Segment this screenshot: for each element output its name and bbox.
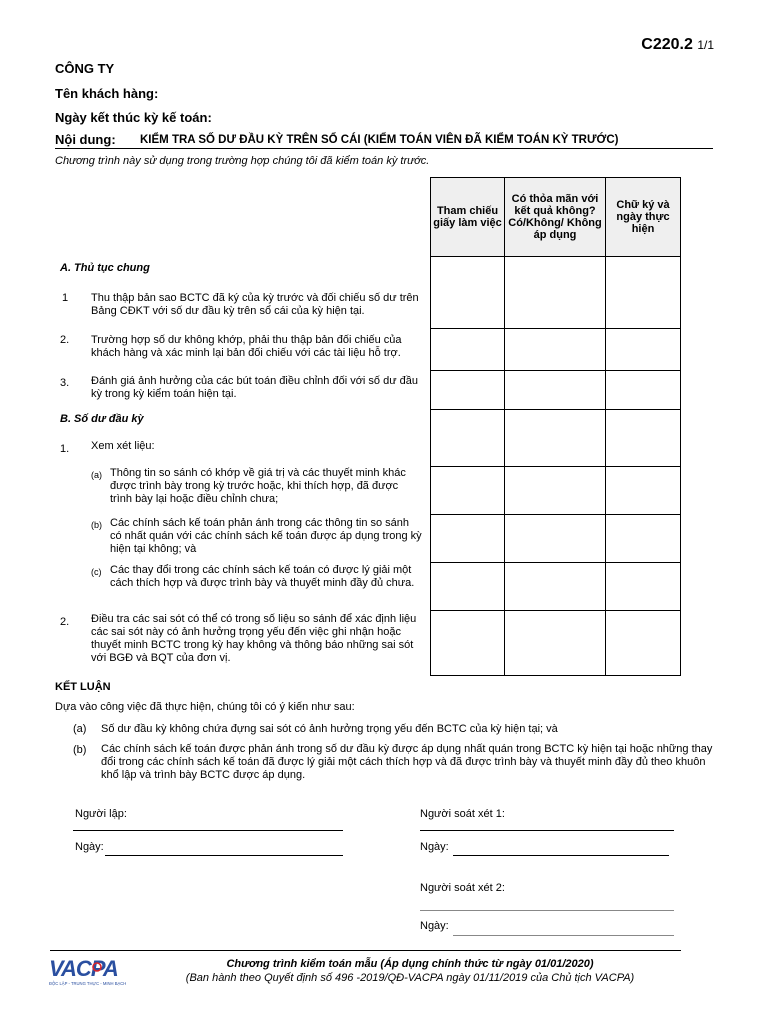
section-a-heading: A. Thủ tục chung — [60, 262, 150, 274]
content-label: Nội dung: — [55, 132, 116, 147]
table-cell[interactable] — [505, 515, 606, 563]
footer-title: Chương trình kiểm toán mẫu (Áp dụng chính thức từ ngày 01/01/2020) — [226, 958, 594, 970]
item-number: 2. — [60, 616, 70, 628]
col-satisfied: Có thỏa mãn với kết quả không? Có/Không/ Không áp dụng — [505, 178, 606, 257]
conclusion-a-label: (a) — [73, 723, 87, 735]
table-cell[interactable] — [606, 257, 681, 329]
col-signature-date: Chữ ký và ngày thực hiện — [606, 178, 681, 257]
procedure-b1c: Các thay đổi trong các chính sách kế toán có được lý giải một cách thích hợp và được trình bày và thuyết minh đầy đủ chưa. — [110, 564, 415, 589]
table-cell[interactable] — [431, 257, 505, 329]
footer-divider — [50, 950, 681, 951]
conclusion-heading: KẾT LUẬN — [55, 681, 111, 693]
procedure-b2: Điều tra các sai sót có thể có trong số liệu so sánh để xác định liệu các sai sót này có ảnh hưởng trọng yếu đến việc ghi nhận hoặc thuyết minh BCTC trong kỳ hay không và thông báo những sai sót với BGĐ và BQT của đơn vị. — [91, 613, 417, 664]
reviewer1-signature-line[interactable] — [420, 830, 674, 831]
table-cell[interactable] — [431, 467, 505, 515]
table-cell[interactable] — [505, 371, 606, 410]
conclusion-b-label: (b) — [73, 744, 87, 756]
period-end-label: Ngày kết thúc kỳ kế toán: — [55, 110, 212, 125]
table-row — [431, 515, 681, 563]
procedure-b1b: Các chính sách kế toán phản ánh trong các thông tin so sánh có nhất quán với các chính sách kế toán được áp dụng trong kỳ hiện tại không; và — [110, 517, 422, 555]
conclusion-b: Các chính sách kế toán được phản ánh trong số dư đầu kỳ được áp dụng nhất quán trong BCTC kỳ hiện tại hoặc những thay đổi trong các chính sách kế toán đã được lý giải một cách thích hợp và đã được trình bày và thuyết minh đầy đủ theo khuôn khổ lập và trình bày BCTC được áp dụng. — [101, 743, 713, 781]
vacpa-logo-icon — [49, 954, 137, 988]
table-cell[interactable] — [606, 410, 681, 467]
table-cell[interactable] — [606, 329, 681, 371]
reviewer1-date-line[interactable] — [453, 855, 669, 856]
col-workpaper-ref: Tham chiếu giấy làm việc — [431, 178, 505, 257]
table-cell[interactable] — [431, 515, 505, 563]
procedure-a1: Thu thập bản sao BCTC đã ký của kỳ trước và đối chiếu số dư trên Bảng CĐKT với số dư đầu kỳ trên sổ cái của kỳ hiện tại. — [91, 292, 419, 317]
form-code: C220.2 1/1 — [641, 36, 714, 53]
table-cell[interactable] — [431, 329, 505, 371]
table-cell[interactable] — [505, 257, 606, 329]
table-cell[interactable] — [431, 371, 505, 410]
conclusion-a: Số dư đầu kỳ không chứa đựng sai sót có ảnh hưởng trọng yếu đến BCTC của kỳ hiện tại; và — [101, 723, 558, 735]
svg-text:ĐỘC LẬP - TRUNG THỰC - MINH BẠ: ĐỘC LẬP - TRUNG THỰC - MINH BẠCH — [49, 981, 127, 986]
table-cell[interactable] — [431, 410, 505, 467]
table-row — [431, 371, 681, 410]
reviewer2-date-label: Ngày: — [420, 920, 449, 932]
client-label: Tên khách hàng: — [55, 86, 159, 101]
preparer-date-label: Ngày: — [75, 841, 104, 853]
reviewer1-label: Người soát xét 1: — [420, 808, 505, 820]
reviewer2-label: Người soát xét 2: — [420, 882, 505, 894]
procedure-a2: Trường hợp số dư không khớp, phải thu thập bản đối chiếu của khách hàng và xác minh lại bản đối chiếu với các tài liệu hỗ trợ. — [91, 334, 402, 359]
item-number: 2. — [60, 334, 70, 346]
preparer-label: Người lập: — [75, 808, 127, 820]
table-cell[interactable] — [505, 329, 606, 371]
table-cell[interactable] — [606, 371, 681, 410]
sub-item-label: (c) — [91, 567, 102, 577]
table-cell[interactable] — [505, 611, 606, 676]
table-row — [431, 257, 681, 329]
item-number: 1. — [60, 443, 70, 455]
procedure-b1a: Thông tin so sánh có khớp về giá trị và các thuyết minh khác được trình bày trong kỳ trước hoặc, khi thích hợp, đã được trình bày lại hoặc điều chỉnh chưa; — [110, 467, 406, 505]
reviewer2-signature-line[interactable] — [420, 910, 674, 911]
content-title: KIỂM TRA SỐ DƯ ĐẦU KỲ TRÊN SỔ CÁI (KIỂM TOÁN VIÊN ĐÃ KIỂM TOÁN KỲ TRƯỚC) — [140, 134, 619, 146]
sub-item-label: (a) — [91, 470, 102, 480]
table-row — [431, 410, 681, 467]
page-number: 1/1 — [697, 38, 714, 52]
table-cell[interactable] — [431, 611, 505, 676]
sub-item-label: (b) — [91, 520, 102, 530]
procedure-table — [430, 177, 681, 676]
preparer-date-line[interactable] — [105, 855, 343, 856]
table-cell[interactable] — [606, 611, 681, 676]
header-divider — [55, 148, 713, 149]
table-cell[interactable] — [606, 563, 681, 611]
table-row — [431, 467, 681, 515]
svg-text:VACPA: VACPA — [49, 956, 118, 981]
item-number: 3. — [60, 377, 70, 389]
table-header-row — [431, 178, 681, 257]
table-cell[interactable] — [606, 467, 681, 515]
reviewer1-date-label: Ngày: — [420, 841, 449, 853]
vacpa-logo — [49, 954, 137, 988]
table-row — [431, 329, 681, 371]
table-cell[interactable] — [606, 515, 681, 563]
procedure-b1: Xem xét liệu: — [91, 440, 155, 452]
footer-subtitle: (Ban hành theo Quyết định số 496 -2019/QĐ-VACPA ngày 01/11/2019 của Chủ tịch VACPA) — [185, 972, 635, 984]
table-cell[interactable] — [505, 467, 606, 515]
table-cell[interactable] — [505, 410, 606, 467]
reviewer2-date-line[interactable] — [453, 935, 674, 936]
section-b-heading: B. Số dư đầu kỳ — [60, 413, 144, 425]
intro-text: Chương trình này sử dụng trong trường hợp chúng tôi đã kiểm toán kỳ trước. — [55, 155, 430, 167]
item-number: 1 — [62, 292, 69, 304]
table-cell[interactable] — [505, 563, 606, 611]
conclusion-intro: Dựa vào công việc đã thực hiện, chúng tôi có ý kiến như sau: — [55, 701, 355, 713]
preparer-signature-line[interactable] — [73, 830, 343, 831]
table-cell[interactable] — [431, 563, 505, 611]
procedure-a3: Đánh giá ảnh hưởng của các bút toán điều chỉnh đối với số dư đầu kỳ trong kỳ kiểm toán hiện tại. — [91, 375, 418, 400]
table-row — [431, 563, 681, 611]
company-label: CÔNG TY — [55, 61, 115, 76]
table-row — [431, 611, 681, 676]
